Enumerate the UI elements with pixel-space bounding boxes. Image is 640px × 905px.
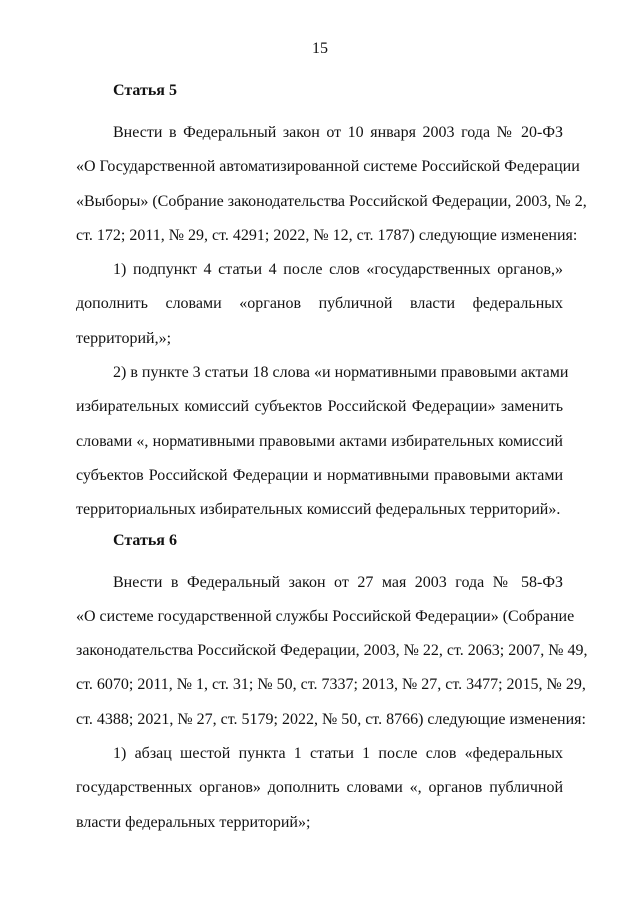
- text-line: 2) в пункте 3 статьи 18 слова «и нормативными правовыми актами: [113, 364, 569, 382]
- text-line: «Выборы» (Собрание законодательства Российской Федерации, 2003, № 2,: [76, 192, 587, 210]
- text-line: территорий,»;: [76, 329, 172, 347]
- document-body: [76, 78, 588, 840]
- text-line: ст. 4388; 2021, № 27, ст. 5179; 2022, № 50, ст. 8766) следующие изменения:: [76, 710, 586, 728]
- text-line: 1) абзац шестой пункта 1 статьи 1 после слов «федеральных: [113, 745, 563, 763]
- text-line: Внести в Федеральный закон от 10 января 2003 года № 20-ФЗ: [113, 124, 563, 141]
- text-line: территориальных избирательных комиссий федеральных территорий».: [76, 501, 561, 519]
- text-line: субъектов Российской Федерации и нормативными правовыми актами: [76, 466, 563, 484]
- text-line: «О Государственной автоматизированной системе Российской Федерации: [76, 158, 580, 176]
- paragraph: [76, 116, 587, 253]
- text-line: государственных органов» дополнить словами «, органов публичной: [76, 779, 563, 797]
- text-line: словами «, нормативными правовыми актами избирательных комиссий: [76, 432, 563, 450]
- text-line: ст. 172; 2011, № 29, ст. 4291; 2022, № 12, ст. 1787) следующие изменения:: [76, 226, 578, 244]
- text-line: «О системе государственной службы Российской Федерации» (Собрание: [76, 607, 575, 625]
- article-heading: Статья 5: [113, 82, 177, 99]
- text-line: 1) подпункт 4 статьи 4 после слов «государственных органов,»: [113, 261, 563, 279]
- article-heading: Статья 6: [113, 531, 177, 549]
- paragraph: [76, 253, 563, 356]
- paragraph: [76, 356, 569, 527]
- paragraph: [76, 566, 588, 737]
- text-line: избирательных комиссий субъектов Российской Федерации» заменить: [76, 398, 563, 416]
- text-line: законодательства Российской Федерации, 2003, № 22, ст. 2063; 2007, № 49,: [76, 642, 588, 660]
- page-number: 15: [312, 40, 328, 57]
- text-line: ст. 6070; 2011, № 1, ст. 31; № 50, ст. 7337; 2013, № 27, ст. 3477; 2015, № 29,: [76, 676, 586, 694]
- paragraph: [76, 737, 563, 840]
- text-line: дополнить словами «органов публичной власти федеральных: [76, 295, 563, 313]
- text-line: Внести в Федеральный закон от 27 мая 2003 года № 58-ФЗ: [113, 573, 563, 591]
- text-line: власти федеральных территорий»;: [76, 813, 311, 831]
